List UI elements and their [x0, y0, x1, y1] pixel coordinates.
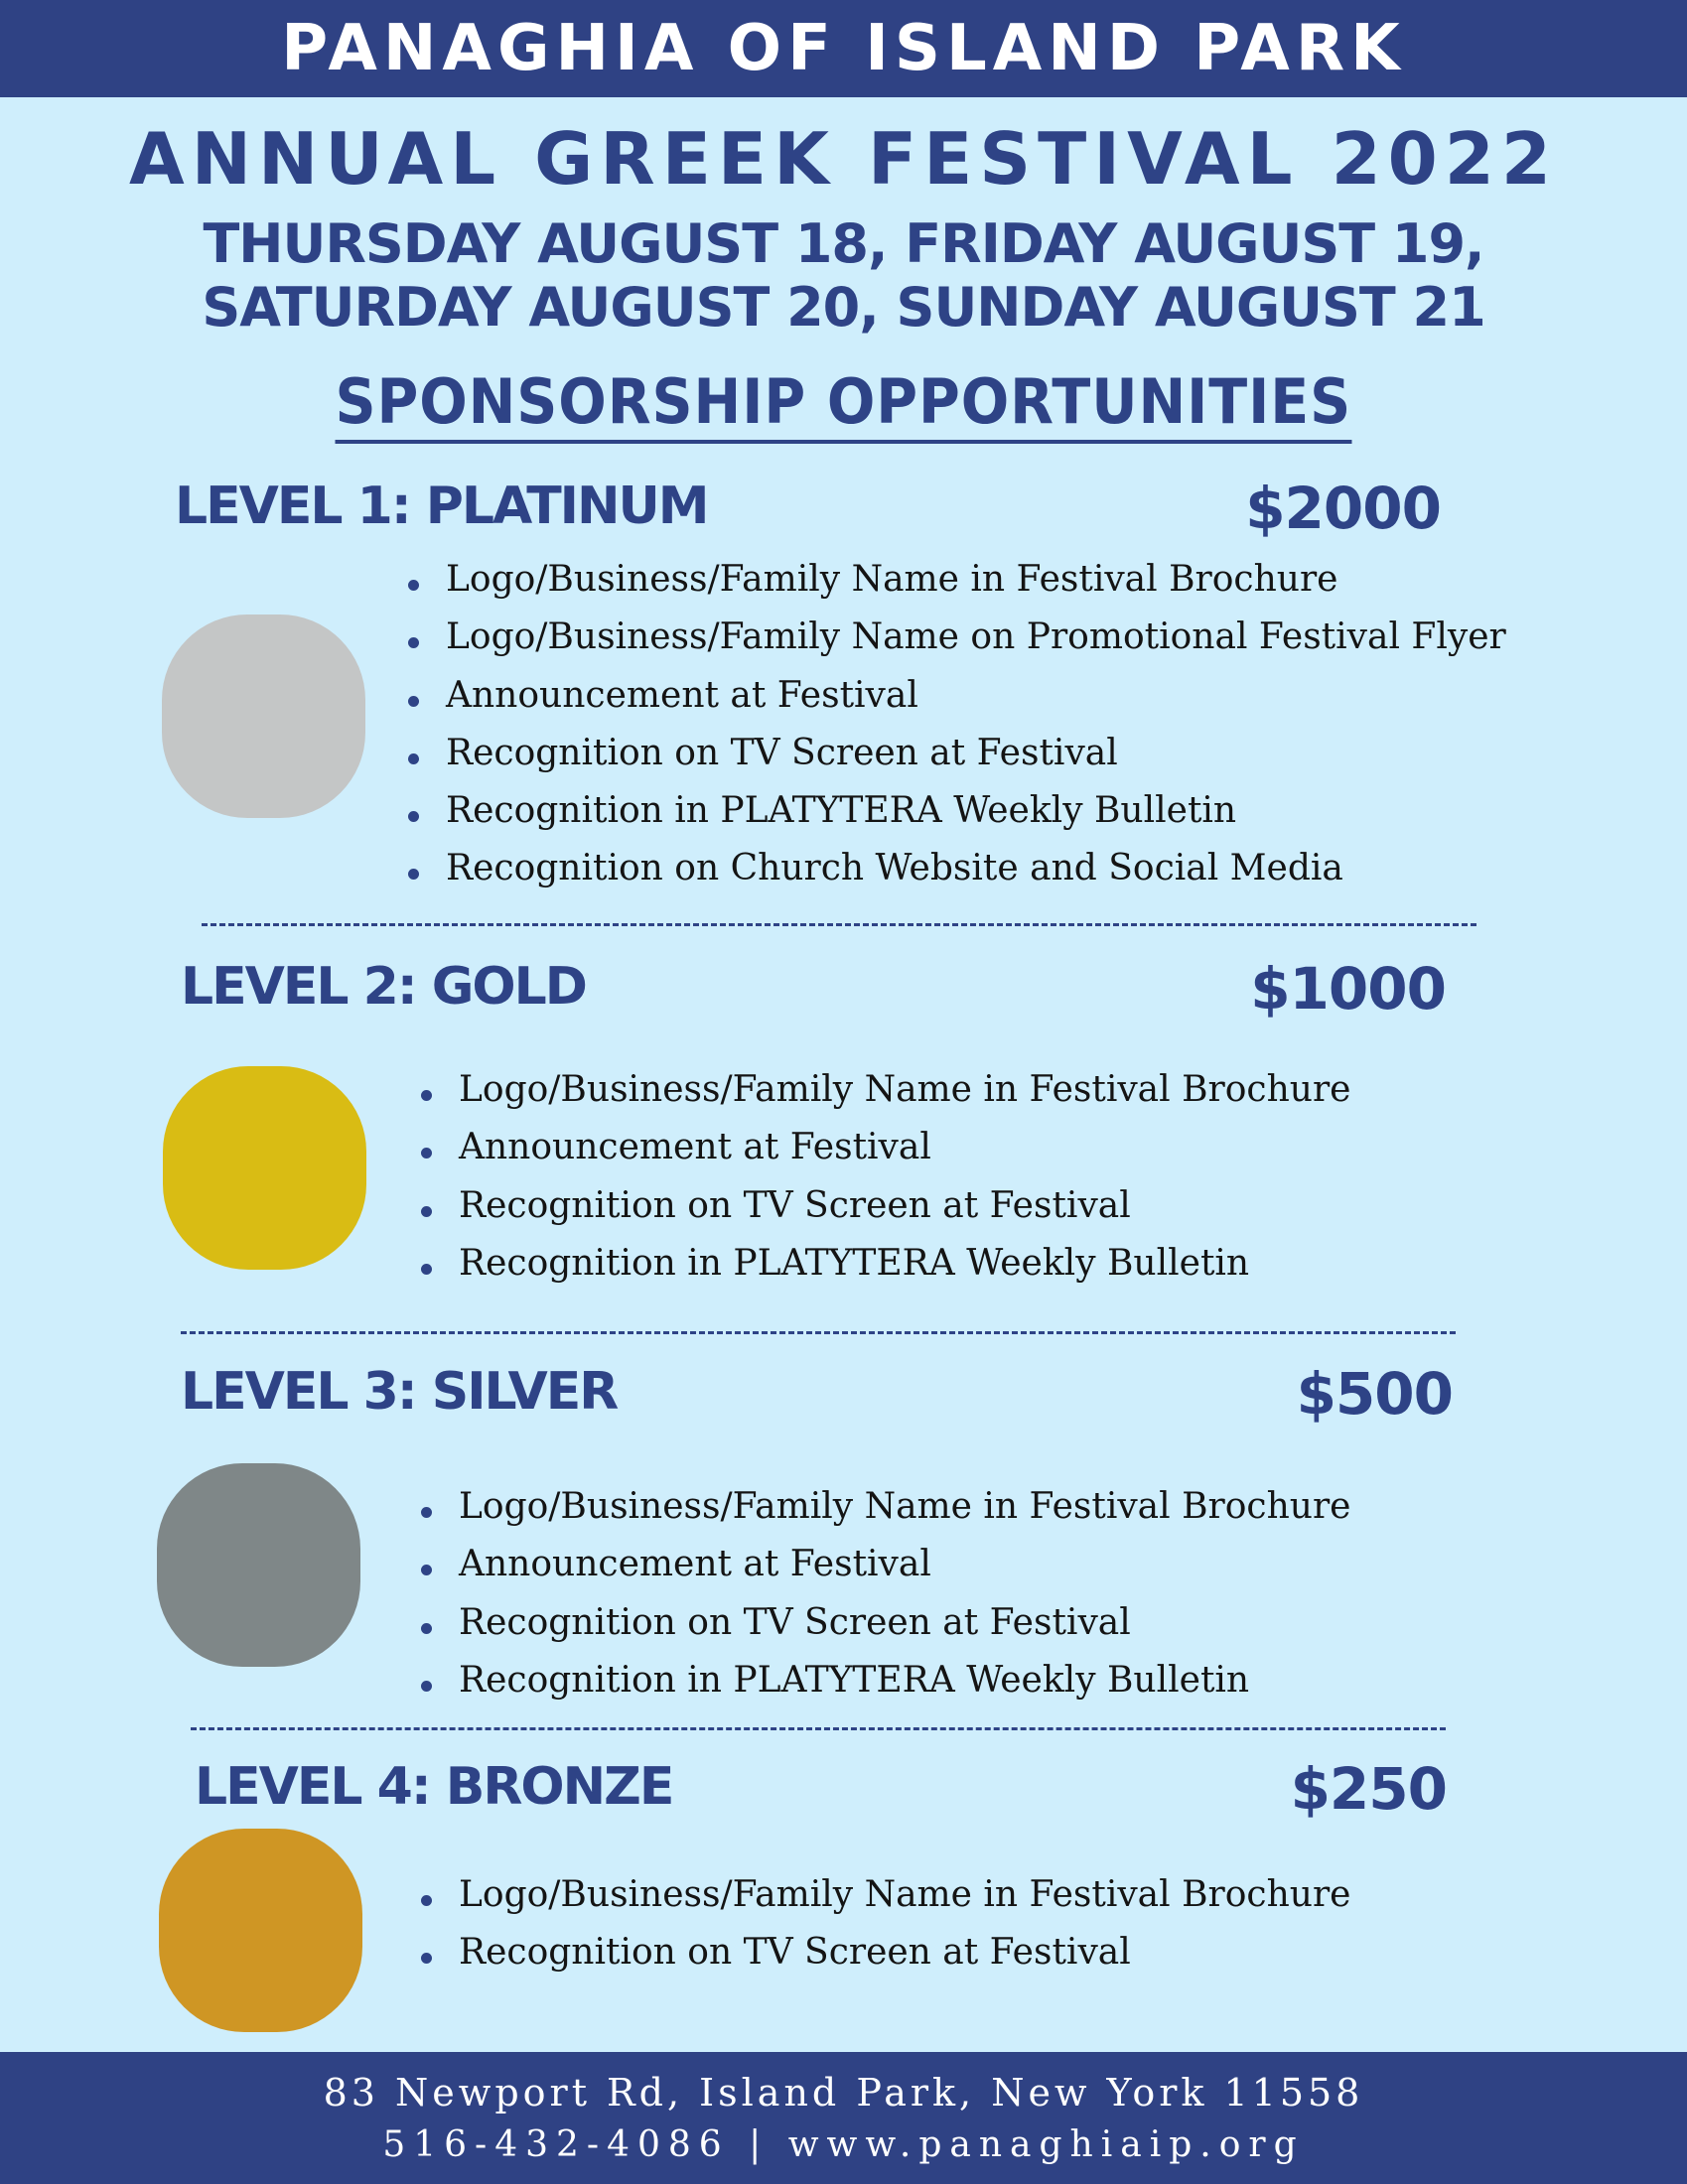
level-price: $1000: [1250, 955, 1446, 1023]
level-price: $2000: [1245, 475, 1441, 542]
sponsorship-heading-text: SPONSORSHIP OPPORTUNITIES: [336, 365, 1352, 444]
benefit-item: Recognition in PLATYTERA Weekly Bulletin: [419, 1235, 1350, 1293]
section-divider: [181, 1331, 1456, 1334]
silver-swatch: [157, 1463, 360, 1667]
benefit-item: Announcement at Festival: [406, 667, 1506, 725]
benefit-item: Recognition on TV Screen at Festival: [419, 1594, 1350, 1652]
platinum-swatch: [162, 614, 365, 818]
benefit-item: Recognition in PLATYTERA Weekly Bulletin: [419, 1652, 1350, 1709]
benefit-item: Recognition on TV Screen at Festival: [419, 1177, 1350, 1235]
level-title: LEVEL 2: GOLD: [181, 957, 586, 1017]
level-price: $500: [1296, 1360, 1453, 1428]
benefit-item: Logo/Business/Family Name in Festival Brochure: [419, 1478, 1350, 1536]
benefit-list: [419, 1061, 1350, 1293]
festival-title: ANNUAL GREEK FESTIVAL 2022: [129, 117, 1558, 201]
parish-name: PANAGHIA OF ISLAND PARK: [281, 12, 1406, 85]
benefit-list: [419, 1866, 1350, 1982]
footer-contact: 516-432-4086 | www.panaghiaip.org: [382, 2124, 1305, 2165]
section-divider: [191, 1727, 1446, 1730]
benefit-item: Recognition on Church Website and Social Media: [406, 840, 1506, 897]
level-title: LEVEL 3: SILVER: [181, 1362, 618, 1422]
benefit-item: Logo/Business/Family Name in Festival Brochure: [419, 1866, 1350, 1924]
benefit-list: [419, 1478, 1350, 1709]
benefit-item: Recognition in PLATYTERA Weekly Bulletin: [406, 782, 1506, 840]
benefit-list: [406, 551, 1506, 898]
gold-swatch: [163, 1066, 366, 1270]
level-title: LEVEL 1: PLATINUM: [175, 477, 708, 536]
top-banner: [0, 0, 1687, 97]
festival-dates-line-1: THURSDAY AUGUST 18, FRIDAY AUGUST 19,: [203, 212, 1484, 275]
footer-address: 83 Newport Rd, Island Park, New York 11558: [323, 2071, 1364, 2115]
benefit-item: Recognition on TV Screen at Festival: [406, 725, 1506, 782]
sponsorship-heading: [0, 365, 1687, 444]
bronze-swatch: [159, 1829, 362, 2032]
benefit-item: Logo/Business/Family Name in Festival Brochure: [419, 1061, 1350, 1119]
benefit-item: Logo/Business/Family Name in Festival Brochure: [406, 551, 1506, 609]
level-price: $250: [1290, 1755, 1447, 1823]
benefit-item: Recognition on TV Screen at Festival: [419, 1924, 1350, 1981]
benefit-item: Logo/Business/Family Name on Promotional Festival Flyer: [406, 609, 1506, 666]
section-divider: [202, 923, 1476, 926]
benefit-item: Announcement at Festival: [419, 1119, 1350, 1176]
level-title: LEVEL 4: BRONZE: [195, 1757, 673, 1817]
benefit-item: Announcement at Festival: [419, 1536, 1350, 1593]
festival-dates-line-2: SATURDAY AUGUST 20, SUNDAY AUGUST 21: [202, 276, 1485, 339]
